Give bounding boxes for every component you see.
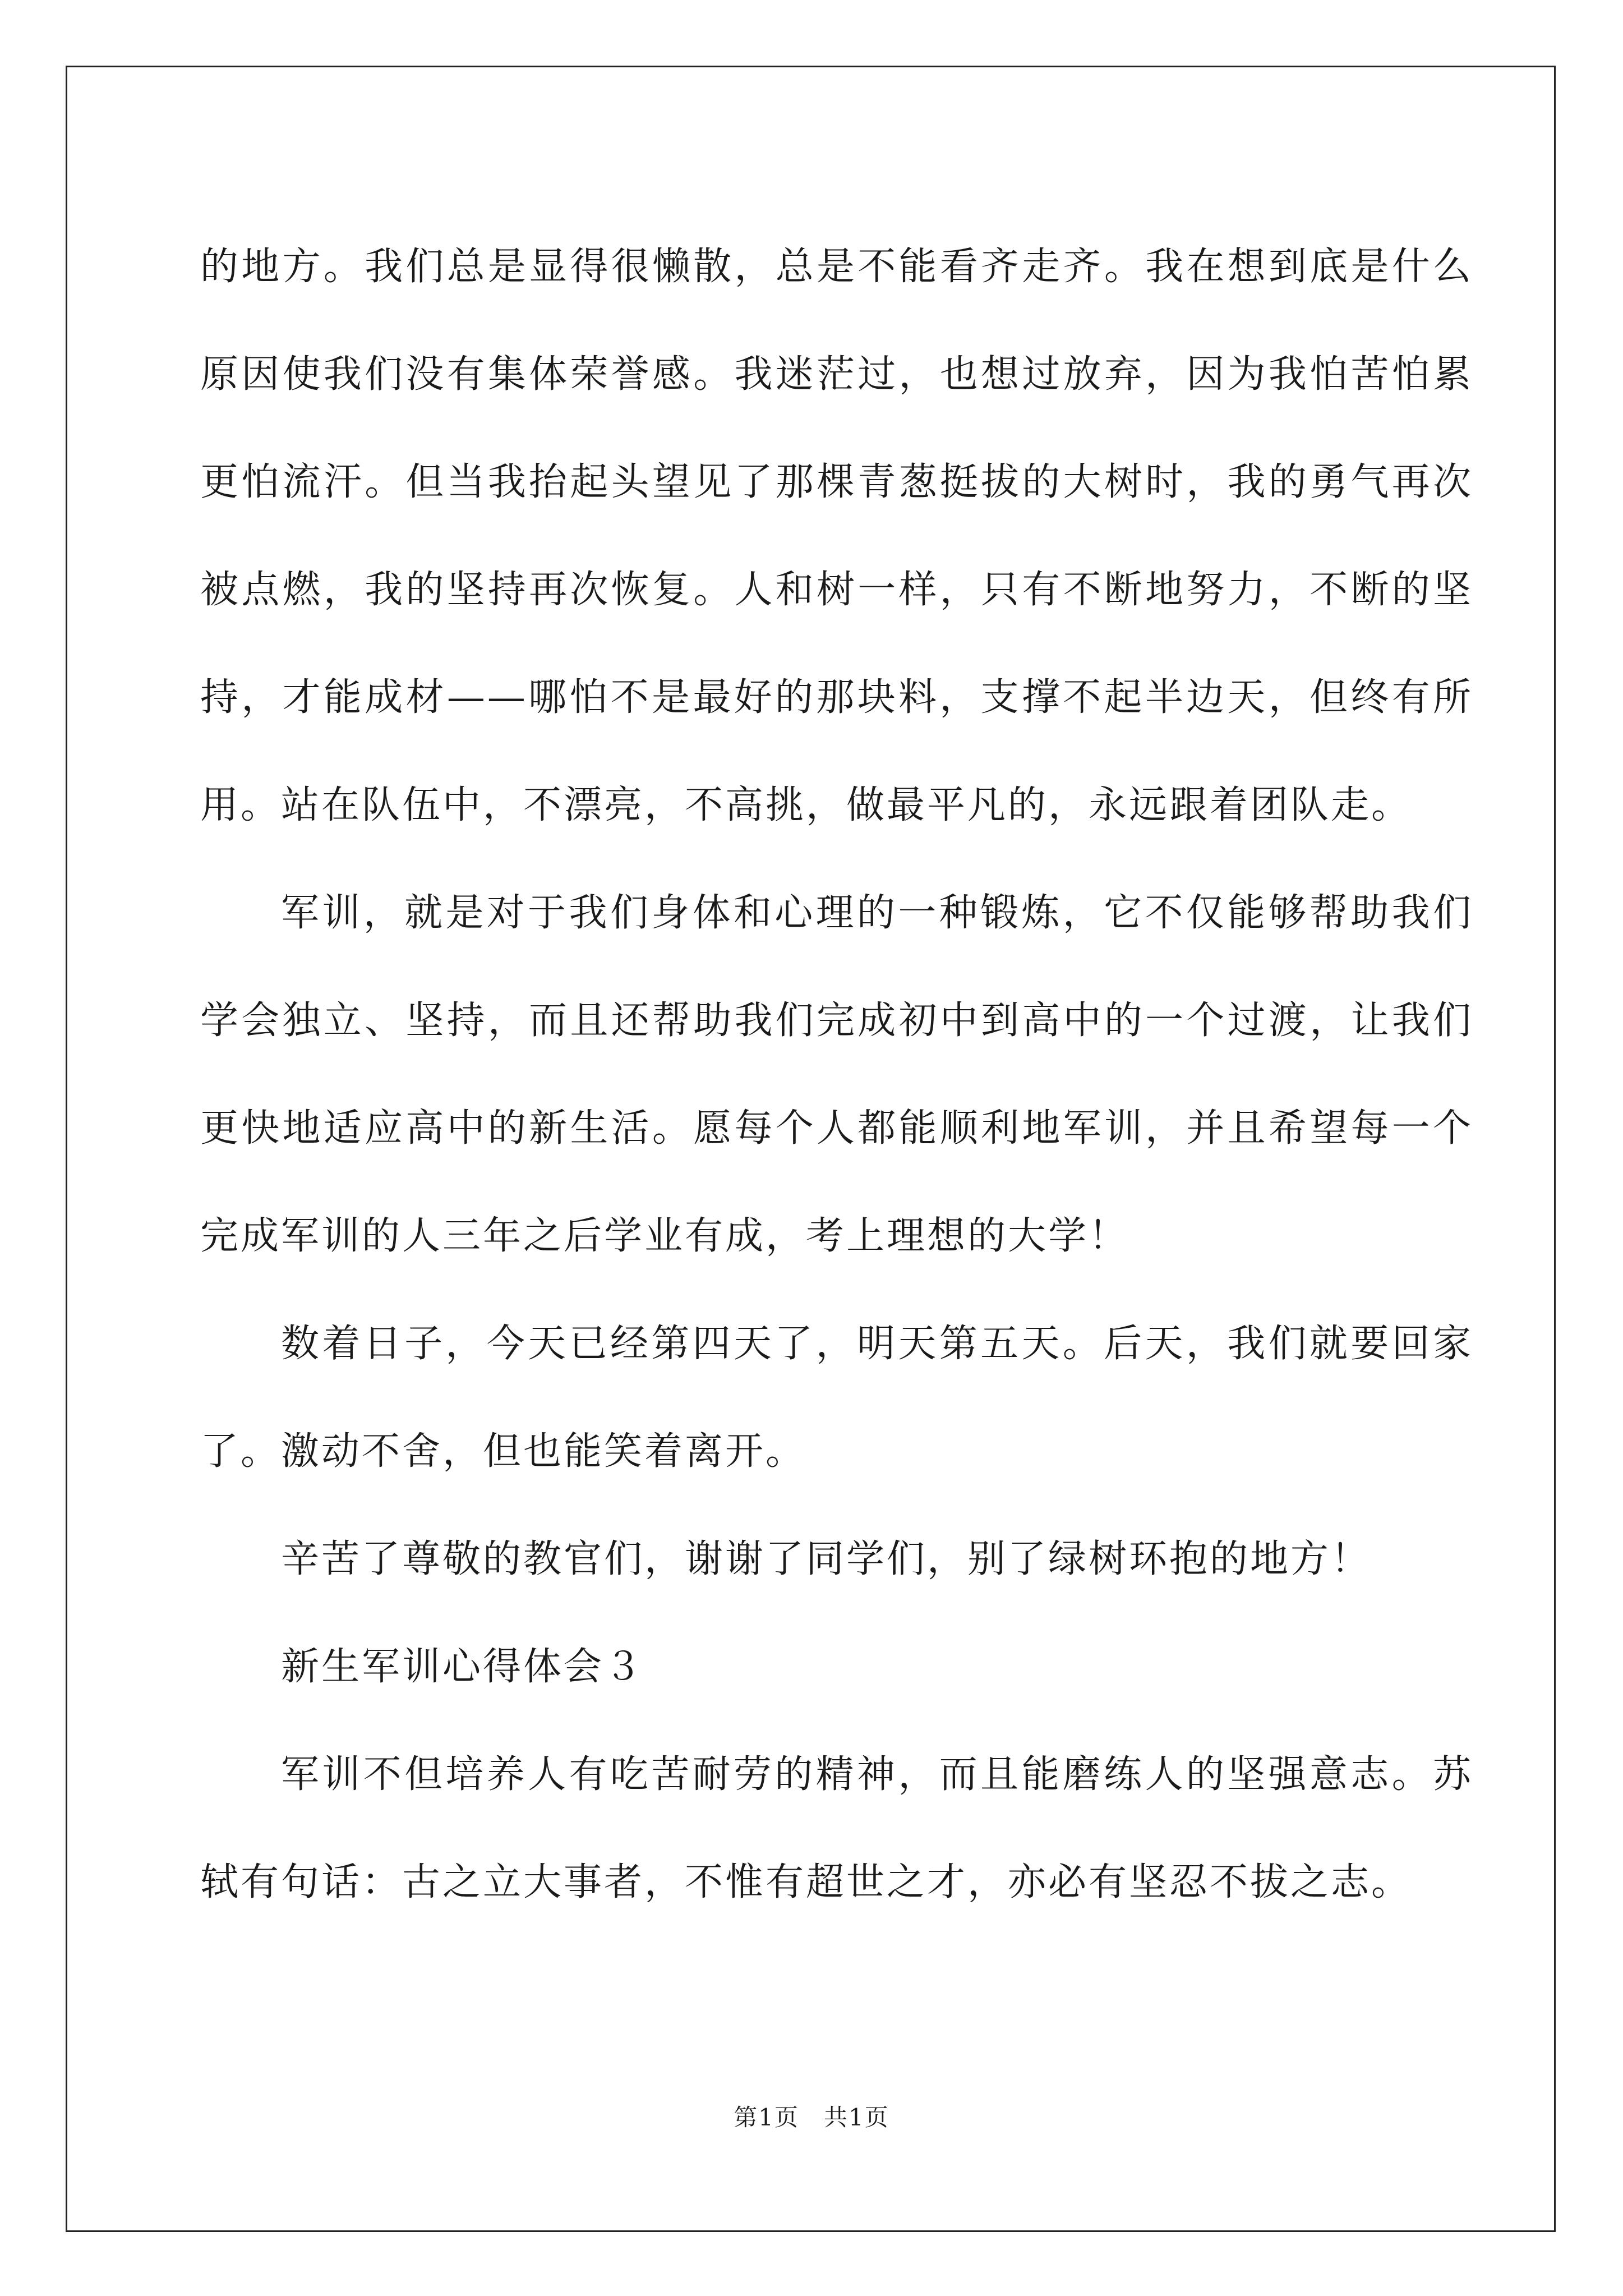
paragraph: 数着日子，今天已经第四天了，明天第五天。后天，我们就要回家了。激动不舍，但也能笑着离开。 (200, 1322, 1473, 1474)
paragraph-continued: 的地方。我们总是显得很懒散，总是不能看齐走齐。我在想到底是什么原因使我们没有集体荣誉感。我迷茫过，也想过放弃，因为我怕苦怕累更怕流汗。但当我抬起头望见了那棵青葱挺拔的大树时，我的勇气再次被点燃，我的坚持再次恢复。人和树一样，只有不断地努力，不断的坚持，才能成材——哪怕不是最好的那块料，支撑不起半边天，但终有所用。站在队伍中，不漂亮，不高挑，做最平凡的，永远跟着团队走。 (200, 245, 1473, 827)
paragraph: 军训不但培养人有吃苦耐劳的精神，而且能磨练人的坚强意志。苏轼有句话：古之立大事者，不惟有超世之才，亦必有坚忍不拔之志。 (200, 1752, 1473, 1904)
paragraph: 军训，就是对于我们身体和心理的一种锻炼，它不仅能够帮助我们学会独立、坚持，而且还帮助我们完成初中到高中的一个过渡，让我们更快地适应高中的新生活。愿每个人都能顺利地军训，并且希望每一个完成军训的人三年之后学业有成，考上理想的大学！ (200, 891, 1473, 1258)
page-number-footer: 第1页 共1页 (734, 2104, 889, 2131)
section-heading: 新生军训心得体会３ (281, 1645, 645, 1689)
document-body (200, 213, 1473, 1936)
paragraph: 辛苦了尊敬的教官们，谢谢了同学们，别了绿树环抱的地方！ (281, 1537, 1372, 1581)
